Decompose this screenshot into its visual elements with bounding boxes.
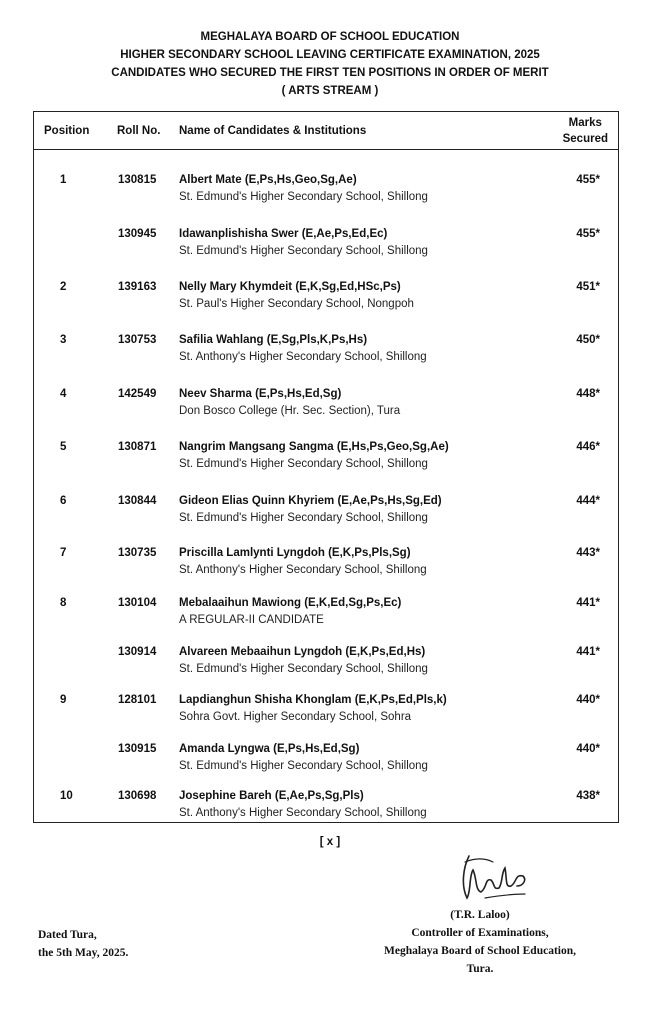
table-row (34, 743, 618, 783)
row-marks: 438* (576, 790, 600, 802)
row-institution: St. Edmund's Higher Secondary School, Shillong (179, 512, 428, 524)
row-institution: St. Edmund's Higher Secondary School, Shillong (179, 458, 428, 470)
row-candidate-name: Nangrim Mangsang Sangma (E,Hs,Ps,Geo,Sg,Ae) (179, 441, 449, 453)
row-position: 7 (60, 547, 67, 559)
row-roll-number: 130698 (118, 790, 157, 802)
marks-header-line1: Marks (568, 117, 602, 129)
row-marks: 446* (576, 441, 600, 453)
row-position: 6 (60, 495, 67, 507)
row-candidate-name: Nelly Mary Khymdeit (E,K,Sg,Ed,HSc,Ps) (179, 281, 401, 293)
handwritten-signature-icon (455, 848, 535, 913)
row-marks: 450* (576, 334, 600, 346)
row-candidate-name: Idawanplishisha Swer (E,Ae,Ps,Ed,Ec) (179, 228, 388, 240)
row-candidate-name: Amanda Lyngwa (E,Ps,Hs,Ed,Sg) (179, 743, 360, 755)
row-institution: St. Edmund's Higher Secondary School, Shillong (179, 191, 428, 203)
column-header-position: Position (44, 125, 90, 137)
row-position: 1 (60, 174, 67, 186)
document-header (0, 28, 660, 100)
row-candidate-name: Mebalaaihun Mawiong (E,K,Ed,Sg,Ps,Ec) (179, 597, 402, 609)
row-candidate-name: Priscilla Lamlynti Lyngdoh (E,K,Ps,Pls,Sg) (179, 547, 411, 559)
table-row (34, 790, 618, 830)
row-institution: St. Anthony's Higher Secondary School, Shillong (179, 564, 427, 576)
row-marks: 451* (576, 281, 600, 293)
table-row (34, 174, 618, 214)
stream-title: ( ARTS STREAM ) (281, 85, 379, 97)
row-marks: 441* (576, 646, 600, 658)
merit-table (33, 111, 619, 823)
row-roll-number: 130945 (118, 228, 157, 240)
row-roll-number: 130844 (118, 495, 157, 507)
exam-title: HIGHER SECONDARY SCHOOL LEAVING CERTIFICATE EXAMINATION, 2025 (120, 49, 540, 61)
row-candidate-name: Safilia Wahlang (E,Sg,Pls,K,Ps,Hs) (179, 334, 368, 346)
row-roll-number: 130735 (118, 547, 157, 559)
end-mark: [ x ] (319, 836, 341, 848)
table-row (34, 547, 618, 587)
row-candidate-name: Gideon Elias Quinn Khyriem (E,Ae,Ps,Hs,Sg,Ed) (179, 495, 442, 507)
row-institution: St. Anthony's Higher Secondary School, Shillong (179, 351, 427, 363)
table-row (34, 334, 618, 374)
signatory-name: (T.R. Laloo) (450, 909, 510, 921)
row-institution: St. Edmund's Higher Secondary School, Shillong (179, 663, 428, 675)
column-header-name: Name of Candidates & Institutions (179, 125, 367, 137)
row-marks: 444* (576, 495, 600, 507)
row-institution: Sohra Govt. Higher Secondary School, Sohra (179, 711, 412, 723)
row-candidate-name: Albert Mate (E,Ps,Hs,Geo,Sg,Ae) (179, 174, 357, 186)
row-marks: 455* (576, 174, 600, 186)
row-roll-number: 130871 (118, 441, 157, 453)
dated-place: Dated Tura, (38, 929, 97, 941)
row-roll-number: 130915 (118, 743, 157, 755)
row-position: 5 (60, 441, 67, 453)
row-candidate-name: Alvareen Mebaaihun Lyngdoh (E,K,Ps,Ed,Hs) (179, 646, 426, 658)
row-roll-number: 130104 (118, 597, 157, 609)
row-position: 10 (60, 790, 73, 802)
table-row (34, 228, 618, 268)
row-institution: A REGULAR-II CANDIDATE (179, 614, 324, 626)
row-roll-number: 130753 (118, 334, 157, 346)
row-marks: 440* (576, 694, 600, 706)
table-row (34, 646, 618, 686)
signatory-block (340, 906, 620, 978)
table-row (34, 441, 618, 481)
row-roll-number: 130815 (118, 174, 157, 186)
date-block (38, 926, 128, 962)
table-row (34, 694, 618, 734)
row-position: 8 (60, 597, 67, 609)
merit-title: CANDIDATES WHO SECURED THE FIRST TEN POSITIONS IN ORDER OF MERIT (111, 67, 549, 79)
row-institution: St. Edmund's Higher Secondary School, Shillong (179, 245, 428, 257)
column-header-roll: Roll No. (117, 125, 161, 137)
table-row (34, 597, 618, 637)
row-position: 9 (60, 694, 67, 706)
dated-date: the 5th May, 2025. (38, 947, 129, 959)
row-roll-number: 142549 (118, 388, 157, 400)
row-candidate-name: Josephine Bareh (E,Ae,Ps,Sg,Pls) (179, 790, 364, 802)
marks-header-line2: Secured (562, 133, 608, 145)
signatory-org: Meghalaya Board of School Education, (383, 945, 576, 957)
table-row (34, 281, 618, 321)
row-position: 2 (60, 281, 67, 293)
column-header-marks (563, 115, 608, 147)
row-roll-number: 130914 (118, 646, 157, 658)
row-candidate-name: Neev Sharma (E,Ps,Hs,Ed,Sg) (179, 388, 342, 400)
row-marks: 443* (576, 547, 600, 559)
row-marks: 448* (576, 388, 600, 400)
signatory-title: Controller of Examinations, (411, 927, 549, 939)
row-marks: 441* (576, 597, 600, 609)
row-marks: 455* (576, 228, 600, 240)
row-institution: St. Anthony's Higher Secondary School, Shillong (179, 807, 427, 819)
table-row (34, 388, 618, 428)
row-institution: Don Bosco College (Hr. Sec. Section), Tura (179, 405, 401, 417)
row-institution: St. Edmund's Higher Secondary School, Shillong (179, 760, 428, 772)
board-title: MEGHALAYA BOARD OF SCHOOL EDUCATION (200, 31, 460, 43)
row-position: 3 (60, 334, 67, 346)
table-row (34, 495, 618, 535)
signatory-place: Tura. (466, 963, 494, 975)
table-header (34, 112, 618, 150)
row-candidate-name: Lapdianghun Shisha Khonglam (E,K,Ps,Ed,Pls,k) (179, 694, 447, 706)
row-roll-number: 139163 (118, 281, 157, 293)
row-roll-number: 128101 (118, 694, 157, 706)
row-marks: 440* (576, 743, 600, 755)
row-institution: St. Paul's Higher Secondary School, Nongpoh (179, 298, 414, 310)
row-position: 4 (60, 388, 67, 400)
